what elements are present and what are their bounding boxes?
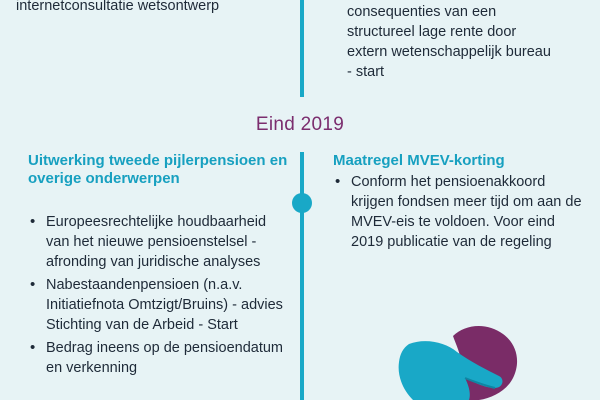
left-bullet-list: [28, 212, 290, 381]
timeline-dot: [292, 193, 312, 213]
list-item: • Bedrag ineens op de pensioendatum en verkenning: [28, 338, 290, 378]
left-section-title: Uitwerking tweede pijlerpensioen en overige onderwerpen: [28, 152, 288, 187]
top-right-line: consequenties van een: [347, 4, 497, 20]
right-bullet-list: [333, 172, 588, 255]
list-item: • Nabestaandenpensioen (n.a.v. Initiatiefnota Omtzigt/Bruins) - advies Stichting van de Arbeid - Start: [28, 275, 290, 335]
top-right-line: structureel lage rente door: [347, 24, 517, 40]
list-item: • Europeesrechtelijke houdbaarheid van het nieuwe pensioenstelsel - afronding van juridische analyses: [28, 212, 290, 272]
top-right-text: [347, 2, 592, 82]
right-section-title: Maatregel MVEV-korting: [333, 152, 505, 169]
timeline-date: Eind 2019: [255, 114, 345, 135]
handshake-icon: [395, 318, 525, 400]
timeline-line-top: [300, 0, 304, 97]
timeline-line-bottom: [300, 152, 304, 400]
list-item: • Conform het pensioenakkoord krijgen fondsen meer tijd om aan de MVEV-eis te voldoen. Voor eind 2019 publicatie van de regeling: [333, 172, 588, 252]
top-right-line: - start: [347, 64, 385, 80]
top-left-text: internetconsultatie wetsontwerp: [16, 0, 220, 14]
top-right-line: extern wetenschappelijk bureau: [347, 44, 551, 60]
